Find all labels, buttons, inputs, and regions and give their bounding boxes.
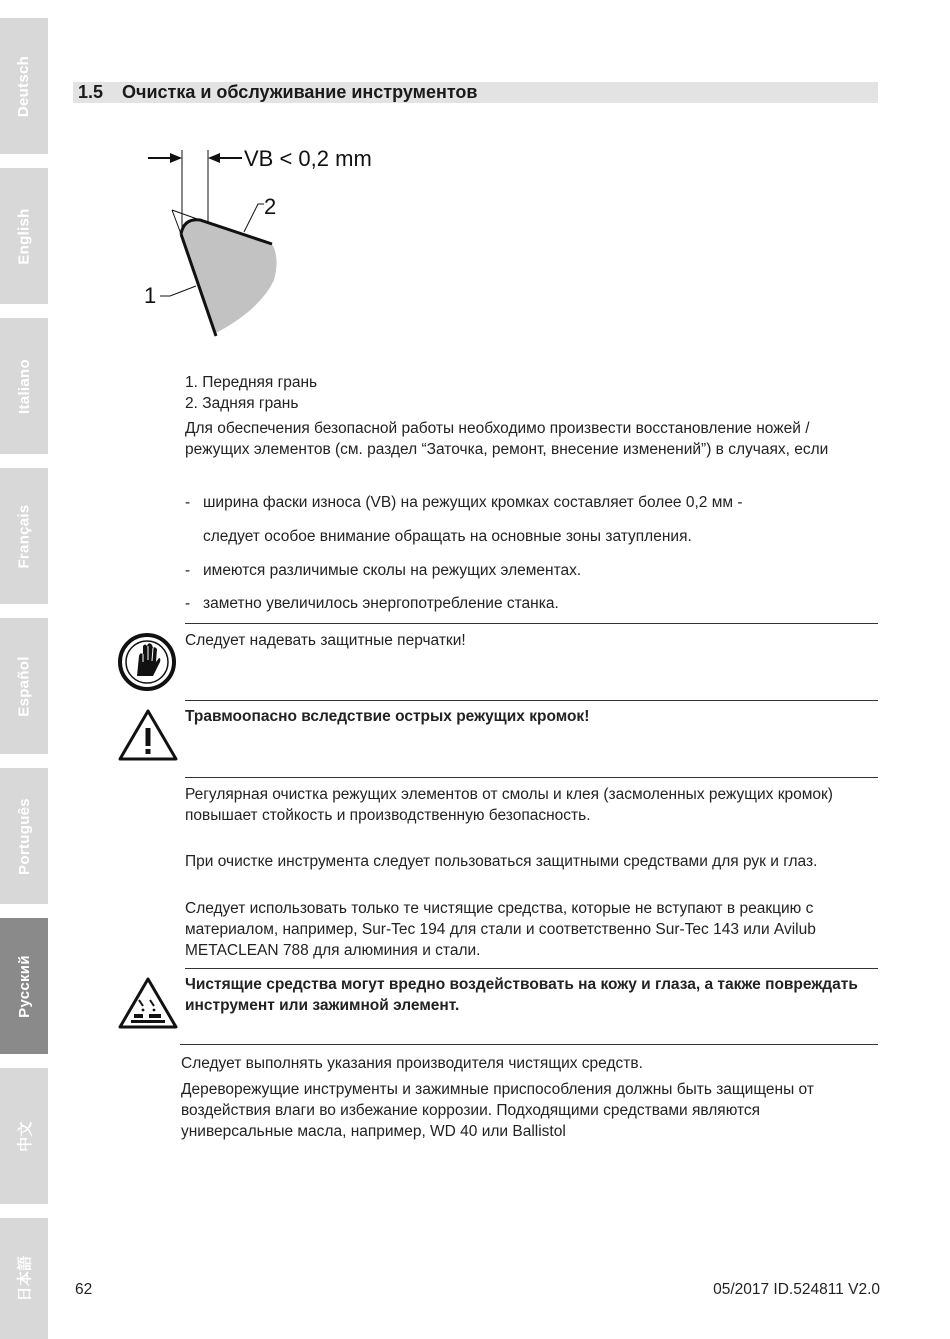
legend-item-rear-face: 2. Задняя грань (185, 395, 299, 412)
list-item: - имеются различимые сколы на режущих элементах. (185, 562, 582, 579)
vb-label: VB < 0,2 mm (244, 146, 372, 171)
list-item: - ширина фаски износа (VB) на режущих кромках составляет более 0,2 мм - (185, 494, 743, 511)
corrosive-hazard-icon (117, 976, 179, 1030)
divider (185, 777, 878, 778)
divider (185, 700, 878, 701)
paragraph-cleaning: Регулярная очистка режущих элементов от смолы и клея (засмоленных режущих кромок) повышает стойкость и производственную безопасность. (185, 786, 833, 824)
chemical-notice: Чистящие средства могут вредно воздействовать на кожу и глаза, а также повреждать инструмент или зажимной элемент. (185, 976, 858, 1014)
legend (185, 372, 317, 414)
legend-item-front-face: 1. Передняя грань (185, 374, 318, 391)
divider (185, 968, 878, 969)
tab-espanol[interactable]: Español (0, 618, 48, 754)
document-id: 05/2017 ID.524811 V2.0 (713, 1281, 880, 1298)
section-heading (73, 82, 878, 103)
language-tabs (0, 0, 48, 1339)
tab-japanese[interactable]: 日本語 (0, 1218, 48, 1339)
tab-russian[interactable]: Русский (0, 918, 48, 1054)
paragraph-cleaning-agents: Следует использовать только те чистящие средства, которые не вступают в реакцию с материалом, например, Sur-Tec 194 для стали и соответственно Sur-Tec 143 или Avilub METACLEAN 788 для алюминия и стали. (185, 900, 816, 959)
protective-gloves-icon (117, 632, 177, 692)
paragraph-manufacturer: Следует выполнять указания производителя чистящих средств. (181, 1055, 643, 1072)
intro-paragraph: Для обеспечения безопасной работы необходимо произвести восстановление ножей / режущих элементов (см. раздел “Заточка, ремонт, внесение изменений”) в случаях, если (185, 420, 829, 458)
divider (185, 623, 878, 624)
paragraph-corrosion: Дереворежущие инструменты и зажимные приспособления должны быть защищены от воздействия влаги во избежание коррозии. Подходящими средствами являются универсальные масла, например, WD 40 или Ballistol (181, 1081, 814, 1140)
gloves-notice: Следует надевать защитные перчатки! (185, 632, 466, 649)
list-item: - заметно увеличилось энергопотребление станка. (185, 595, 559, 612)
cutting-edge-diagram (140, 140, 400, 340)
paragraph-protection: При очистке инструмента следует пользоваться защитными средствами для рук и глаз. (185, 853, 818, 870)
tab-italiano[interactable]: Italiano (0, 318, 48, 454)
tab-deutsch[interactable]: Deutsch (0, 18, 48, 154)
section-title: Очистка и обслуживание инструментов (122, 82, 478, 102)
tab-francais[interactable]: Français (0, 468, 48, 604)
warning-notice: Травмоопасно вследствие острых режущих кромок! (185, 708, 590, 725)
tab-chinese[interactable]: 中文 (0, 1068, 48, 1204)
divider (180, 1044, 878, 1045)
section-number: 1.5 (78, 82, 104, 102)
label-2: 2 (264, 194, 277, 219)
list-item-continuation: следует особое внимание обращать на основные зоны затупления. (203, 528, 692, 545)
label-1: 1 (144, 283, 157, 308)
tab-english[interactable]: English (0, 168, 48, 304)
tab-portugues[interactable]: Português (0, 768, 48, 904)
page-number: 62 (75, 1281, 93, 1298)
warning-triangle-icon (117, 708, 179, 762)
